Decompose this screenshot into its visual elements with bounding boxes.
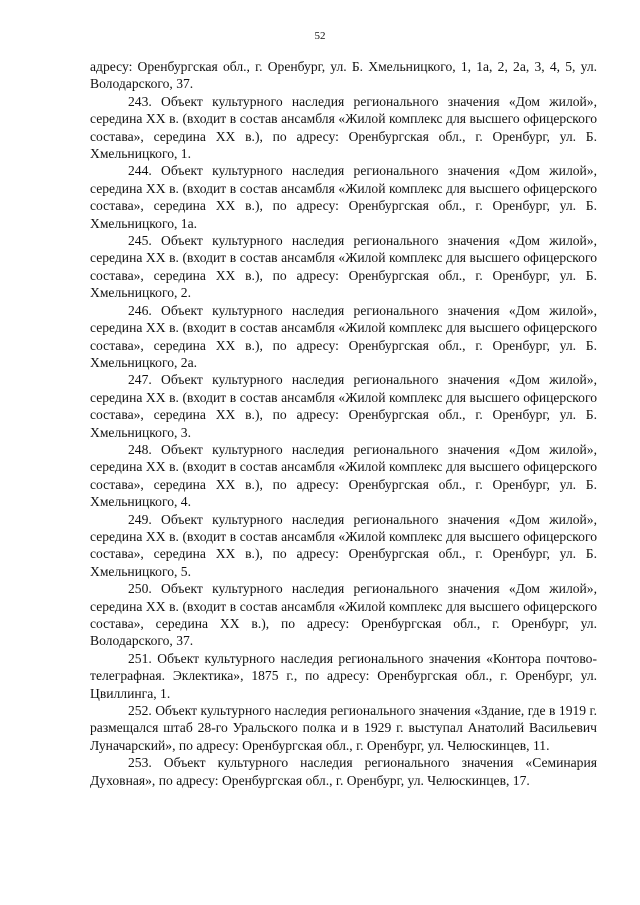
paragraph-246: 246. Объект культурного наследия регионального значения «Дом жилой», середина XX в. (входит в состав ансамбля «Жилой комплекс для высшего офицерского состава», середина XX в.), по адресу: Оренбургская обл., г. Оренбург, ул. Б. Хмельницкого, 2а.: [90, 302, 597, 370]
paragraph-247: 247. Объект культурного наследия регионального значения «Дом жилой», середина XX в. (входит в состав ансамбля «Жилой комплекс для высшего офицерского состава», середина XX в.), по адресу: Оренбургская обл., г. Оренбург, ул. Б. Хмельницкого, 3.: [90, 372, 597, 440]
page-number: 52: [314, 30, 326, 42]
paragraph-245: 245. Объект культурного наследия регионального значения «Дом жилой», середина XX в. (входит в состав ансамбля «Жилой комплекс для высшего офицерского состава», середина XX в.), по адресу: Оренбургская обл., г. Оренбург, ул. Б. Хмельницкого, 2.: [90, 233, 597, 301]
paragraph-249: 249. Объект культурного наследия регионального значения «Дом жилой», середина XX в. (входит в состав ансамбля «Жилой комплекс для высшего офицерского состава», середина XX в.), по адресу: Оренбургская обл., г. Оренбург, ул. Б. Хмельницкого, 5.: [90, 511, 597, 579]
paragraph-continuation: адресу: Оренбургская обл., г. Оренбург, ул. Б. Хмельницкого, 1, 1а, 2, 2а, 3, 4, 5, ул. Володарского, 37.: [90, 59, 597, 92]
paragraph-248: 248. Объект культурного наследия регионального значения «Дом жилой», середина XX в. (входит в состав ансамбля «Жилой комплекс для высшего офицерского состава», середина XX в.), по адресу: Оренбургская обл., г. Оренбург, ул. Б. Хмельницкого, 4.: [90, 441, 597, 510]
paragraph-251: 251. Объект культурного наследия регионального значения «Контора почтово-телеграфная. Эклектика», 1875 г., по адресу: Оренбургская обл., г. Оренбург, ул. Цвиллинга, 1.: [90, 650, 597, 701]
paragraph-243: 243. Объект культурного наследия регионального значения «Дом жилой», середина XX в. (входит в состав ансамбля «Жилой комплекс для высшего офицерского состава», середина XX в.), по адресу: Оренбургская обл., г. Оренбург, ул. Б. Хмельницкого, 1.: [90, 93, 597, 162]
paragraph-252: 252. Объект культурного наследия регионального значения «Здание, где в 1919 г. размещался штаб 28-го Уральского полка и в 1929 г. выступал Анатолий Васильевич Луначарский», по адресу: Оренбургская обл., г. Оренбург, ул. Челюскинцев, 11.: [90, 703, 597, 753]
paragraph-244: 244. Объект культурного наследия регионального значения «Дом жилой», середина XX в. (входит в состав ансамбля «Жилой комплекс для высшего офицерского состава», середина XX в.), по адресу: Оренбургская обл., г. Оренбург, ул. Б. Хмельницкого, 1а.: [90, 163, 597, 231]
paragraph-253: 253. Объект культурного наследия регионального значения «Семинария Духовная», по адресу: Оренбургская обл., г. Оренбург, ул. Челюскинцев, 17.: [90, 755, 597, 788]
paragraph-250: 250. Объект культурного наследия регионального значения «Дом жилой», середина XX в. (входит в состав ансамбля «Жилой комплекс для высшего офицерского состава», середина XX в.), по адресу: Оренбургская обл., г. Оренбург, ул. Володарского, 37.: [90, 581, 597, 649]
document-body: [90, 58, 597, 789]
